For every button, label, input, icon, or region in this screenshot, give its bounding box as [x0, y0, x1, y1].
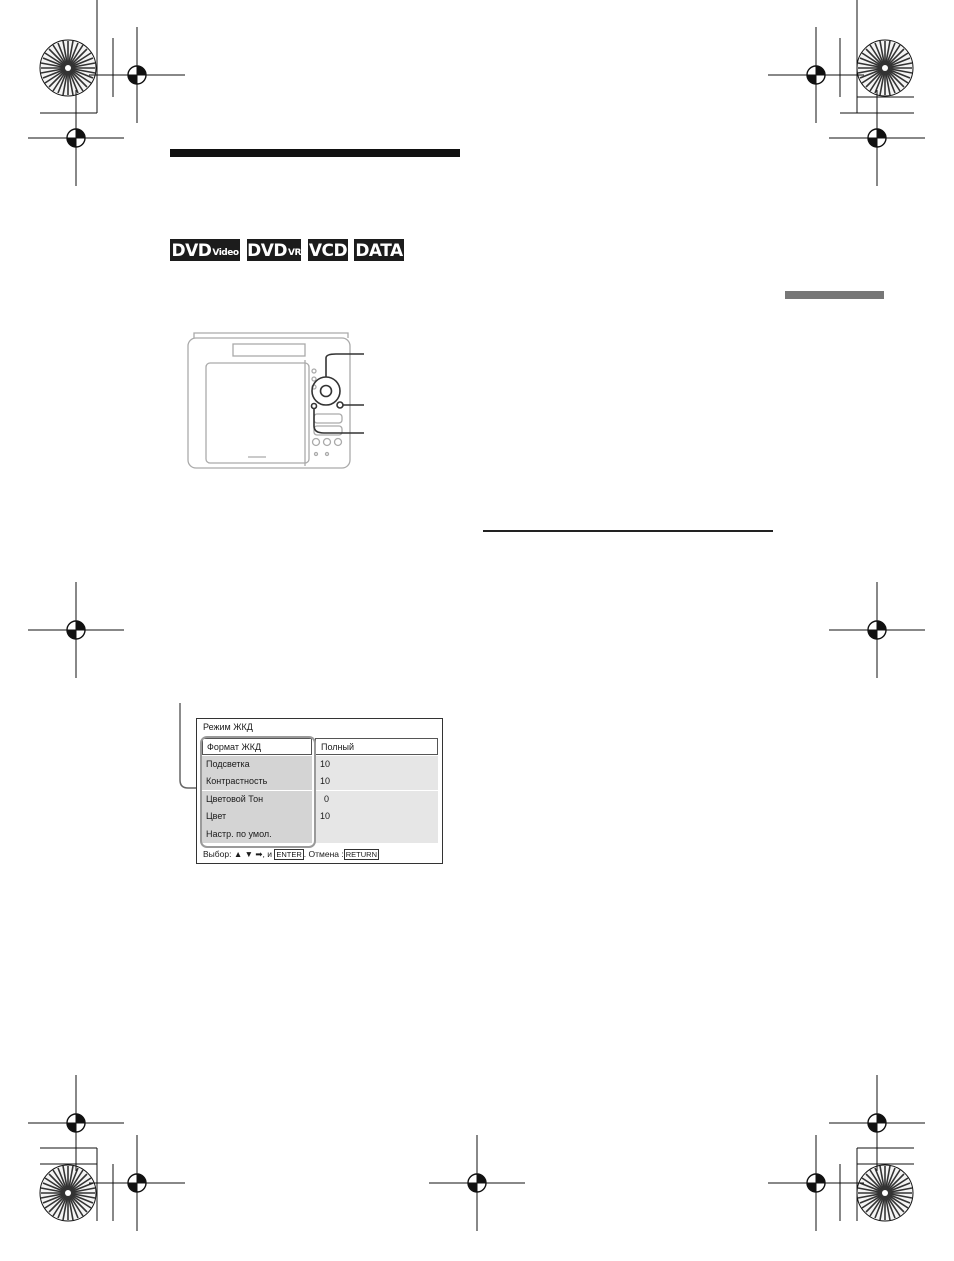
starburst-mark-top-right [857, 40, 913, 96]
crosshair-mark [28, 582, 124, 678]
badge-subtext: VR [288, 248, 301, 258]
crosshair-mark [829, 1075, 925, 1171]
starburst-mark-top-left [40, 40, 96, 96]
starburst-mark-bottom-right [857, 1165, 913, 1221]
player-illustration [186, 330, 376, 475]
badge-text: DVD [171, 241, 212, 261]
chapter-side-tab [785, 291, 884, 299]
menu-row-value: 10 [315, 756, 438, 773]
menu-row-value: 0 [315, 791, 438, 808]
crosshair-mark [429, 1135, 525, 1231]
menu-row-label: Цвет [202, 808, 312, 825]
crosshair-mark [28, 90, 124, 186]
return-key-label: RETURN [345, 850, 377, 859]
menu-row-label: Формат ЖКД [202, 738, 312, 755]
badge-text: DATA [355, 241, 403, 261]
menu-row-value: 10 [315, 808, 438, 825]
menu-row-label: Контрастность [202, 773, 312, 790]
vcd-badge [308, 239, 348, 261]
dvd-vr-badge [247, 239, 301, 261]
starburst-mark-bottom-left [40, 1165, 96, 1221]
settings-highlight-bracket [200, 736, 316, 848]
crosshair-mark [768, 27, 864, 123]
menu-row-label: Настр. по умол. [202, 826, 312, 843]
crosshair-mark [28, 1075, 124, 1171]
lcd-mode-menu [196, 718, 443, 864]
footer-cancel-text: . Отмена : [303, 849, 344, 859]
dvd-video-badge [170, 239, 240, 261]
menu-row-value [315, 826, 438, 843]
badge-subtext: Video [212, 248, 239, 258]
menu-row-value: Полный [315, 738, 438, 755]
footer-and-text: , и [262, 849, 272, 859]
menu-row-label: Цветовой Тон [202, 791, 312, 808]
crosshair-mark [829, 90, 925, 186]
menu-footer [203, 849, 379, 860]
section-separator [483, 530, 773, 532]
badge-text: VCD [308, 241, 348, 261]
menu-row-value: 10 [315, 773, 438, 790]
menu-title: Режим ЖКД [203, 722, 253, 732]
menu-row-label: Подсветка [202, 756, 312, 773]
crosshair-mark [89, 27, 185, 123]
footer-select-text: Выбор: [203, 849, 232, 859]
crosshair-mark [89, 1135, 185, 1231]
arrow-keys-icon: ▲ ▼ ➡ [233, 849, 263, 859]
crosshair-mark [768, 1135, 864, 1231]
data-badge [354, 239, 404, 261]
enter-key-label: ENTER [276, 850, 302, 859]
crosshair-mark [829, 582, 925, 678]
badge-text: DVD [247, 241, 287, 261]
section-heading-bar [170, 149, 460, 157]
